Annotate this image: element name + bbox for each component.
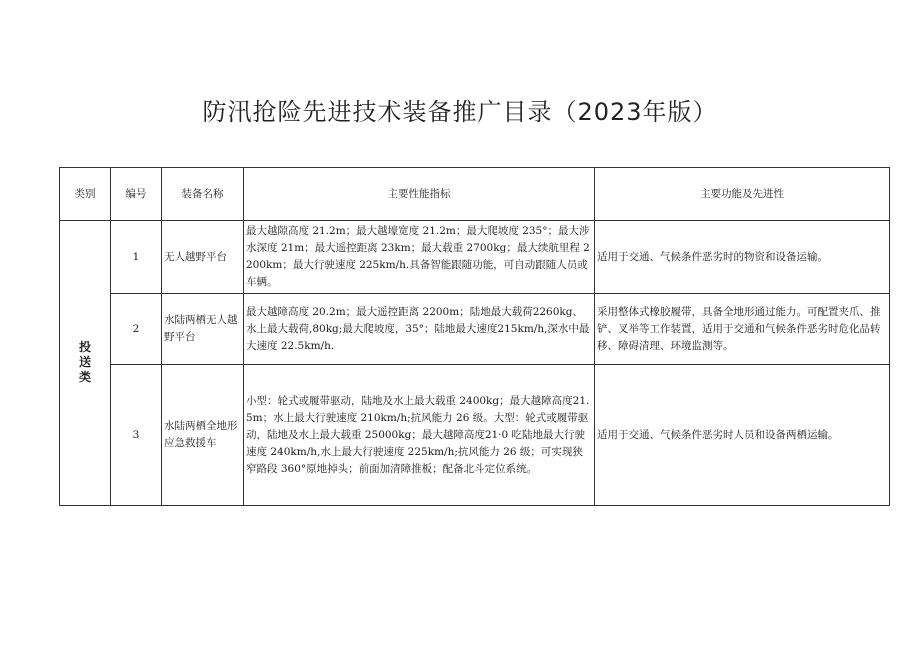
table-header-row [60,168,890,221]
equipment-function: 适用于交通、气候条件恶劣时人员和设备两栖运输。 [595,365,890,506]
row-number: 1 [111,221,162,294]
equipment-name: 无人越野平台 [162,221,244,294]
header-equipment-name: 装备名称 [162,168,244,221]
page-title: 防汛抢险先进技术装备推广目录（2023年版） [202,98,718,126]
header-function-advantages: 主要功能及先进性 [595,168,890,221]
category-cell [60,221,111,506]
header-number: 编号 [111,168,162,221]
category-label: 投送类 [78,340,91,384]
equipment-specs: 小型：轮式或履带驱动，陆地及水上最大载重 2400kg；最大越障高度21.5m；水上最大行驶速度 210km/h;抗风能力 26 级。大型：轮式或履带驱动，陆地及水上最大载重 25000kg；最大越障高度21·0 吃陆地最大行驶速度 240km/h,水上最大行驶速度 225km/h;抗风能力 26 级；可实现狭窄路段 360°原地掉头；前面加清障推板；配备北斗定位系统。 [244,365,595,506]
table-row [60,221,890,294]
header-performance-specs: 主要性能指标 [244,168,595,221]
row-number: 3 [111,365,162,506]
equipment-name: 水陆两栖无人越野平台 [162,294,244,365]
row-number: 2 [111,294,162,365]
equipment-function: 采用整体式橡胶履带，具备全地形通过能力。可配置夹爪、推铲、叉举等工作装置，适用于交通和气候条件恶劣时危化品转移、障碍清理、环境监测等。 [595,294,890,365]
equipment-function: 适用于交通、气候条件恶劣时的物资和设备运输。 [595,221,890,294]
equipment-name: 水陆两栖全地形应急救援车 [162,365,244,506]
equipment-catalog-table [59,167,890,506]
equipment-specs: 最大越隙高度 21.2m；最大越壕宽度 21.2m；最大爬坡度 235°；最大涉水深度 21m；最大遥控距离 23km；最大载重 2700kg；最大续航里程 2200km；最大行驶速度 225km/h.具备智能跟随功能，可自动跟随人员或车辆。 [244,221,595,294]
table-row [60,365,890,506]
header-category: 类别 [60,168,111,221]
equipment-specs: 最大越障高度 20.2m；最大遥控距离 2200m；陆地最大载荷2260kg、水上最大载荷,80kg;最大爬坡度，35°；陆地最大速度215km/h,深水中最大速度 22.5km/h. [244,294,595,365]
table-row [60,294,890,365]
